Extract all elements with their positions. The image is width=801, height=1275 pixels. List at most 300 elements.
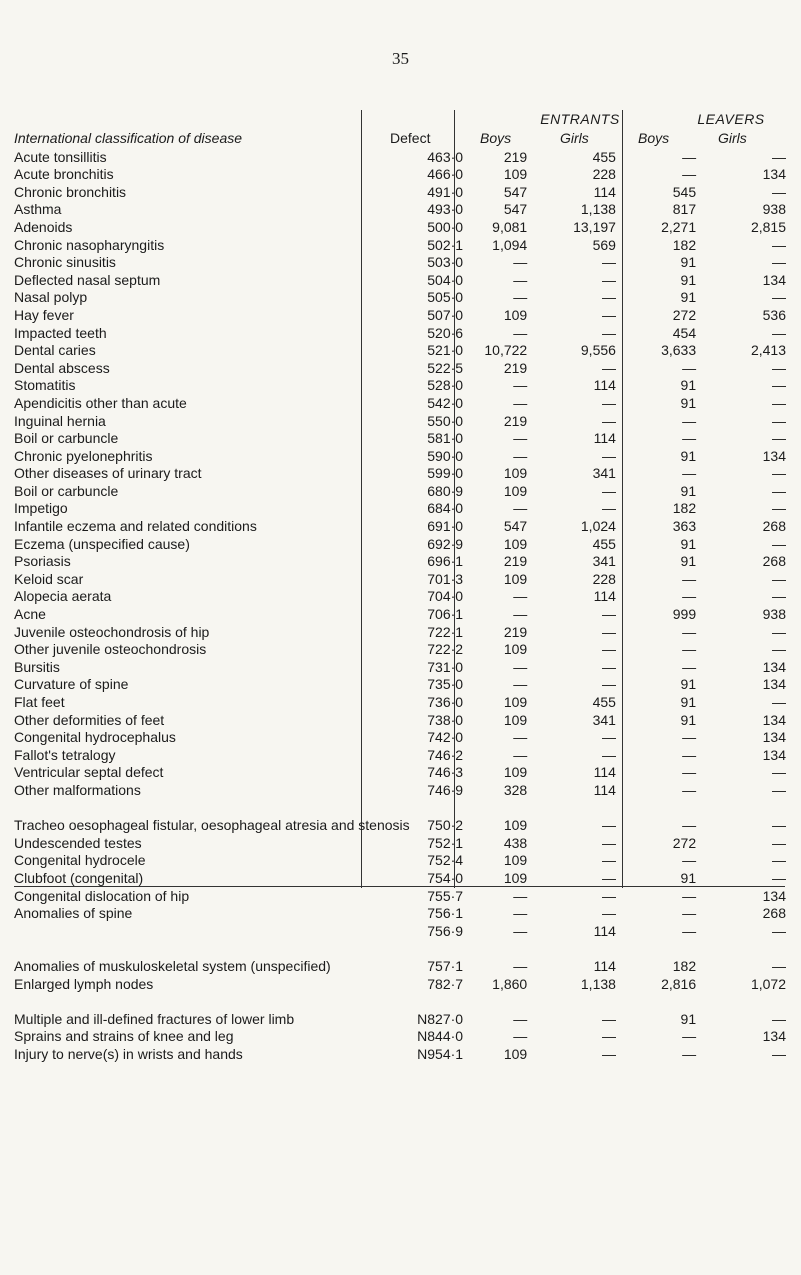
table-row <box>14 922 786 940</box>
defect-cell: 684·0 <box>427 500 464 517</box>
entrants-girls-header: Girls <box>560 130 589 146</box>
disease-cell: Other malformations <box>14 781 141 798</box>
entrants-boys-cell: 10,722 <box>484 342 528 359</box>
entrants-girls-cell: — <box>601 869 616 886</box>
leavers-girls-cell: 134 <box>762 746 786 763</box>
table-row <box>14 869 786 887</box>
leavers-girls-cell: — <box>772 377 786 394</box>
disease-cell: Deflected nasal septum <box>14 271 161 288</box>
entrants-boys-cell: — <box>513 447 528 464</box>
leavers-girls-cell: — <box>772 254 786 271</box>
leavers-boys-cell: 182 <box>672 957 697 974</box>
entrants-girls-cell: — <box>601 658 616 675</box>
table-row <box>14 324 786 342</box>
leavers-boys-cell: — <box>682 729 697 746</box>
entrants-boys-cell: 109 <box>503 465 528 482</box>
entrants-girls-cell: 114 <box>593 922 616 939</box>
leavers-girls-cell: — <box>772 236 786 253</box>
table-row <box>14 535 786 553</box>
defect-cell: 722·1 <box>427 623 464 640</box>
disease-cell: Infantile eczema and related conditions <box>14 518 257 535</box>
entrants-boys-cell: — <box>513 606 528 623</box>
leavers-girls-cell: 134 <box>762 887 786 904</box>
leavers-girls-cell: — <box>772 957 786 974</box>
defect-cell: 757·1 <box>427 957 464 974</box>
entrants-boys-cell: — <box>513 957 528 974</box>
entrants-boys-cell: 109 <box>503 306 528 323</box>
entrants-girls-cell: — <box>601 623 616 640</box>
defect-cell: 550·0 <box>427 412 464 429</box>
leavers-girls-cell: 134 <box>762 447 786 464</box>
table-row <box>14 729 786 747</box>
defect-cell: 722·2 <box>427 641 464 658</box>
leavers-boys-cell: — <box>682 588 697 605</box>
disease-cell: Multiple and ill-defined fractures of lower limb <box>14 1010 295 1027</box>
leavers-boys-cell: — <box>682 1028 697 1045</box>
leavers-boys-cell: — <box>682 746 697 763</box>
entrants-girls-cell: — <box>601 447 616 464</box>
defect-cell: 493·0 <box>427 201 464 218</box>
entrants-girls-cell: — <box>601 500 616 517</box>
defect-cell: 706·1 <box>427 606 464 623</box>
leavers-girls-cell: — <box>772 570 786 587</box>
entrants-boys-cell: 547 <box>503 183 528 200</box>
entrants-boys-cell: 109 <box>503 817 528 834</box>
leavers-girls-cell: 2,815 <box>750 218 786 235</box>
table-row <box>14 394 786 412</box>
table-row <box>14 482 786 500</box>
disease-cell: Other juvenile osteochondrosis <box>14 641 207 658</box>
defect-cell: 756·1 <box>427 905 464 922</box>
table-row <box>14 641 786 659</box>
entrants-boys-cell: — <box>513 905 528 922</box>
entrants-girls-cell: — <box>601 606 616 623</box>
table-row <box>14 500 786 518</box>
defect-cell: 581·0 <box>427 430 464 447</box>
entrants-boys-cell: — <box>513 588 528 605</box>
leavers-group-header: LEAVERS <box>697 111 765 127</box>
leavers-girls-header: Girls <box>718 130 747 146</box>
leavers-girls-cell: 134 <box>762 658 786 675</box>
disease-cell: Undescended testes <box>14 834 142 851</box>
entrants-boys-cell: — <box>513 271 528 288</box>
disease-cell: Acute bronchitis <box>14 166 114 183</box>
disease-cell: Other diseases of urinary tract <box>14 465 202 482</box>
entrants-boys-cell: 547 <box>503 201 528 218</box>
leavers-girls-cell: — <box>772 482 786 499</box>
table-row <box>14 676 786 694</box>
disease-table <box>14 148 786 1063</box>
disease-cell: Stomatitis <box>14 377 76 394</box>
entrants-boys-cell: — <box>513 1028 528 1045</box>
leavers-girls-cell: — <box>772 1045 786 1062</box>
leavers-girls-cell: 268 <box>762 518 786 535</box>
leavers-boys-cell: — <box>682 781 697 798</box>
leavers-girls-cell: 268 <box>762 905 786 922</box>
leavers-boys-cell: 91 <box>680 394 697 411</box>
leavers-boys-cell: 91 <box>680 711 697 728</box>
entrants-girls-cell: 114 <box>593 377 616 394</box>
leavers-boys-cell: 817 <box>672 201 697 218</box>
disease-cell: Sprains and strains of knee and leg <box>14 1028 234 1045</box>
entrants-girls-cell: — <box>601 676 616 693</box>
entrants-girls-cell: — <box>601 412 616 429</box>
defect-cell: 752·4 <box>427 852 464 869</box>
leavers-boys-cell: — <box>682 166 697 183</box>
entrants-boys-cell: 219 <box>503 553 528 570</box>
entrants-boys-cell: 219 <box>503 148 528 165</box>
leavers-girls-cell: — <box>772 781 786 798</box>
defect-cell: 507·0 <box>427 306 464 323</box>
table-row <box>14 799 786 834</box>
entrants-girls-cell: — <box>601 324 616 341</box>
table-row <box>14 781 786 799</box>
defect-cell: 746·3 <box>427 764 464 781</box>
table-row <box>14 342 786 360</box>
leavers-girls-cell: — <box>772 430 786 447</box>
leavers-girls-cell: — <box>772 394 786 411</box>
entrants-girls-cell: — <box>601 394 616 411</box>
leavers-girls-cell: 2,413 <box>750 342 786 359</box>
leavers-boys-cell: — <box>682 905 697 922</box>
table-row <box>14 166 786 184</box>
defect-cell: 736·0 <box>427 694 464 710</box>
defect-cell: 752·1 <box>427 834 464 851</box>
leavers-girls-cell: 134 <box>762 676 786 693</box>
leavers-girls-cell: 536 <box>762 306 786 323</box>
entrants-girls-cell: — <box>601 834 616 851</box>
disease-cell: Psoriasis <box>14 553 71 570</box>
disease-cell <box>14 922 384 940</box>
defect-cell: N827·0 <box>417 1010 464 1027</box>
entrants-girls-cell: 9,556 <box>580 342 616 359</box>
entrants-boys-cell: 109 <box>503 869 528 886</box>
disease-cell: Acne <box>14 606 46 623</box>
entrants-girls-cell: 1,138 <box>580 975 616 992</box>
entrants-girls-cell: — <box>601 905 616 922</box>
disease-cell: Other deformities of feet <box>14 711 165 728</box>
entrants-boys-cell: 219 <box>503 359 528 376</box>
table-row <box>14 570 786 588</box>
table-row <box>14 746 786 764</box>
defect-cell: 735·0 <box>427 676 464 693</box>
defect-cell: 691·0 <box>427 518 464 535</box>
leavers-boys-cell: 91 <box>680 271 697 288</box>
defect-cell: 704·0 <box>427 588 464 605</box>
entrants-girls-cell: — <box>601 887 616 904</box>
entrants-boys-cell: — <box>513 729 528 746</box>
leavers-boys-cell: 182 <box>672 500 697 517</box>
defect-cell: 754·0 <box>427 869 464 886</box>
disease-cell: Impacted teeth <box>14 324 107 341</box>
disease-cell: Clubfoot (congenital) <box>14 869 144 886</box>
defect-cell: 738·0 <box>427 711 464 728</box>
defect-cell: 466·0 <box>427 166 464 183</box>
leavers-boys-cell: — <box>682 764 697 781</box>
disease-cell: Anomalies of spine <box>14 905 133 922</box>
entrants-boys-cell: 109 <box>503 535 528 552</box>
table-row <box>14 605 786 623</box>
leavers-girls-cell: — <box>772 834 786 851</box>
table-row <box>14 289 786 307</box>
entrants-boys-cell: — <box>513 1010 528 1027</box>
disease-cell: Chronic nasopharyngitis <box>14 236 165 253</box>
entrants-girls-cell: — <box>601 641 616 658</box>
entrants-girls-cell: — <box>601 289 616 306</box>
defect-cell: N954·1 <box>417 1045 464 1062</box>
leavers-boys-cell: — <box>682 623 697 640</box>
leavers-girls-cell: 134 <box>762 166 786 183</box>
disease-cell: Hay fever <box>14 306 74 323</box>
leavers-boys-cell: — <box>682 148 697 165</box>
defect-cell: 746·9 <box>427 781 464 798</box>
disease-cell: Alopecia aerata <box>14 588 112 605</box>
table-row <box>14 623 786 641</box>
disease-cell: Chronic sinusitis <box>14 254 116 271</box>
leavers-boys-cell: — <box>682 570 697 587</box>
defect-cell: 755·7 <box>427 887 464 904</box>
disease-cell: Chronic bronchitis <box>14 183 127 200</box>
leavers-girls-cell: — <box>772 641 786 658</box>
leavers-girls-cell: — <box>772 588 786 605</box>
defect-cell: 520·6 <box>427 324 464 341</box>
disease-cell: Congenital dislocation of hip <box>14 887 190 904</box>
leavers-girls-cell: 938 <box>762 201 786 218</box>
table-row <box>14 764 786 782</box>
disease-cell: Juvenile osteochondrosis of hip <box>14 623 210 640</box>
table-row <box>14 377 786 395</box>
disease-cell: Enlarged lymph nodes <box>14 975 154 992</box>
disease-cell: Injury to nerve(s) in wrists and hands <box>14 1045 243 1062</box>
disease-cell: Boil or carbuncle <box>14 482 119 499</box>
entrants-boys-cell: 1,860 <box>492 975 528 992</box>
entrants-boys-cell: — <box>513 394 528 411</box>
entrants-girls-cell: 114 <box>593 781 616 798</box>
leavers-boys-cell: 999 <box>672 606 697 623</box>
entrants-boys-cell: 328 <box>503 781 528 798</box>
leavers-boys-cell: — <box>682 922 697 939</box>
leavers-boys-cell: 91 <box>680 447 697 464</box>
defect-cell: 731·0 <box>427 658 464 675</box>
entrants-boys-cell: 109 <box>503 482 528 499</box>
entrants-boys-cell: — <box>513 922 528 939</box>
entrants-girls-cell: 13,197 <box>573 218 616 235</box>
disease-cell: Nasal polyp <box>14 289 88 306</box>
leavers-boys-cell: 2,816 <box>661 975 697 992</box>
defect-cell: 696·1 <box>427 553 464 570</box>
defect-cell: 463·0 <box>427 148 464 165</box>
leavers-boys-cell: — <box>682 465 697 482</box>
entrants-boys-cell: 219 <box>503 623 528 640</box>
leavers-girls-cell: — <box>772 289 786 306</box>
leavers-girls-cell: 938 <box>762 606 786 623</box>
leavers-boys-cell: — <box>682 852 697 869</box>
leavers-girls-cell: 134 <box>762 729 786 746</box>
table-row <box>14 1028 786 1046</box>
entrants-girls-cell: — <box>601 271 616 288</box>
disease-cell: Congenital hydrocephalus <box>14 729 176 746</box>
table-row <box>14 148 786 166</box>
leavers-boys-cell: 363 <box>672 518 697 535</box>
classification-header: International classification of disease <box>14 130 243 146</box>
entrants-girls-cell: — <box>601 1010 616 1027</box>
leavers-girls-cell: — <box>772 1010 786 1027</box>
disease-cell: Asthma <box>14 201 62 218</box>
disease-cell: Dental caries <box>14 342 96 359</box>
defect-cell: 504·0 <box>427 271 464 288</box>
entrants-boys-cell: — <box>513 500 528 517</box>
leavers-boys-cell: 91 <box>680 377 697 394</box>
entrants-girls-cell: 1,024 <box>580 518 616 535</box>
disease-cell: Tracheo oesophageal fistular, oesophageal atresia and stenosis <box>14 817 410 834</box>
entrants-girls-cell: — <box>601 359 616 376</box>
entrants-girls-cell: — <box>601 852 616 869</box>
leavers-boys-cell: — <box>682 430 697 447</box>
defect-cell: 505·0 <box>427 289 464 306</box>
table-row <box>14 993 786 1028</box>
entrants-girls-cell: — <box>601 306 616 323</box>
disease-cell: Acute tonsillitis <box>14 148 107 165</box>
entrants-boys-cell: — <box>513 887 528 904</box>
leavers-boys-cell: — <box>682 412 697 429</box>
table-row <box>14 430 786 448</box>
entrants-girls-cell: 114 <box>593 957 616 974</box>
leavers-boys-cell: 272 <box>672 834 697 851</box>
defect-cell: 500·0 <box>427 218 464 235</box>
entrants-boys-cell: — <box>513 658 528 675</box>
entrants-girls-cell: 114 <box>593 588 616 605</box>
entrants-girls-cell: 1,138 <box>580 201 616 218</box>
table-row <box>14 254 786 272</box>
table-row <box>14 852 786 870</box>
leavers-boys-cell: 91 <box>680 676 697 693</box>
entrants-girls-cell: 455 <box>592 148 616 165</box>
entrants-boys-cell: 109 <box>503 641 528 658</box>
leavers-boys-cell: 91 <box>680 254 697 271</box>
defect-cell: 782·7 <box>427 975 464 992</box>
entrants-boys-cell: 219 <box>503 412 528 429</box>
leavers-girls-cell: — <box>772 922 786 939</box>
disease-cell: Curvature of spine <box>14 676 129 693</box>
entrants-boys-cell: 109 <box>503 1045 528 1062</box>
leavers-girls-cell: 268 <box>762 553 786 570</box>
leavers-girls-cell: — <box>772 148 786 165</box>
table-row <box>14 306 786 324</box>
table-row <box>14 905 786 923</box>
entrants-boys-cell: 9,081 <box>492 218 528 235</box>
leavers-boys-cell: 91 <box>680 1010 697 1027</box>
entrants-girls-cell: 455 <box>592 694 616 710</box>
disease-cell: Impetigo <box>14 500 68 517</box>
leavers-girls-cell: — <box>772 817 786 834</box>
table-row <box>14 517 786 535</box>
defect-cell: 590·0 <box>427 447 464 464</box>
disease-cell: Adenoids <box>14 218 73 235</box>
leavers-boys-cell: 91 <box>680 482 697 499</box>
disease-cell: Bursitis <box>14 658 60 675</box>
entrants-boys-cell: — <box>513 377 528 394</box>
defect-cell: 756·9 <box>427 922 464 939</box>
leavers-boys-cell: — <box>682 1045 697 1062</box>
table-row <box>14 658 786 676</box>
defect-cell: 750·2 <box>427 817 464 834</box>
entrants-girls-cell: 114 <box>593 183 616 200</box>
defect-cell: N844·0 <box>417 1028 464 1045</box>
entrants-boys-cell: 109 <box>503 570 528 587</box>
leavers-boys-cell: 91 <box>680 289 697 306</box>
leavers-girls-cell: 1,072 <box>750 975 786 992</box>
table-row <box>14 940 786 975</box>
entrants-girls-cell: — <box>601 746 616 763</box>
leavers-girls-cell: — <box>772 183 786 200</box>
defect-cell: 599·0 <box>427 465 464 482</box>
defect-cell: 503·0 <box>427 254 464 271</box>
entrants-girls-cell: 341 <box>592 711 616 728</box>
entrants-boys-cell: — <box>513 676 528 693</box>
leavers-boys-cell: — <box>682 887 697 904</box>
entrants-boys-cell: 1,094 <box>492 236 528 253</box>
leavers-girls-cell: — <box>772 465 786 482</box>
entrants-boys-cell: — <box>513 254 528 271</box>
leavers-boys-cell: 91 <box>680 553 697 570</box>
table-row <box>14 887 786 905</box>
defect-cell: 701·3 <box>427 570 464 587</box>
entrants-boys-cell: 109 <box>503 852 528 869</box>
disease-cell: Chronic pyelonephritis <box>14 447 153 464</box>
defect-header: Defect <box>390 130 431 146</box>
entrants-girls-cell: 455 <box>592 535 616 552</box>
leavers-boys-cell: 91 <box>680 869 697 886</box>
table-row <box>14 447 786 465</box>
leavers-boys-cell: 545 <box>672 183 697 200</box>
table-row <box>14 359 786 377</box>
leavers-boys-cell: — <box>682 658 697 675</box>
table-row <box>14 588 786 606</box>
leavers-boys-cell: 454 <box>672 324 697 341</box>
entrants-girls-cell: 228 <box>592 166 616 183</box>
disease-cell: Apendicitis other than acute <box>14 394 187 411</box>
leavers-girls-cell: — <box>772 623 786 640</box>
disease-cell: Anomalies of muskuloskeletal system (unspecified) <box>14 957 331 974</box>
table-row <box>14 201 786 219</box>
entrants-boys-cell: — <box>513 324 528 341</box>
defect-cell: 491·0 <box>427 183 464 200</box>
leavers-boys-cell: 2,271 <box>661 218 697 235</box>
table-row <box>14 1045 786 1063</box>
entrants-boys-cell: — <box>513 746 528 763</box>
leavers-boys-cell: — <box>682 359 697 376</box>
leavers-boys-cell: — <box>682 817 697 834</box>
table-row <box>14 693 786 711</box>
entrants-girls-cell: 341 <box>592 465 616 482</box>
entrants-girls-cell: — <box>601 729 616 746</box>
leavers-girls-cell: — <box>772 694 786 710</box>
leavers-girls-cell: 134 <box>762 711 786 728</box>
table-row <box>14 553 786 571</box>
entrants-boys-cell: — <box>513 289 528 306</box>
leavers-boys-cell: 91 <box>680 535 697 552</box>
entrants-girls-cell: — <box>601 1028 616 1045</box>
disease-cell: Fallot's tetralogy <box>14 746 116 763</box>
defect-cell: 746·2 <box>427 746 464 763</box>
entrants-boys-cell: 547 <box>503 518 528 535</box>
leavers-girls-cell: 134 <box>762 1028 786 1045</box>
table-row <box>14 711 786 729</box>
entrants-girls-cell: 228 <box>592 570 616 587</box>
defect-cell: 521·0 <box>427 342 464 359</box>
leavers-girls-cell: — <box>772 535 786 552</box>
disease-cell: Boil or carbuncle <box>14 430 119 447</box>
